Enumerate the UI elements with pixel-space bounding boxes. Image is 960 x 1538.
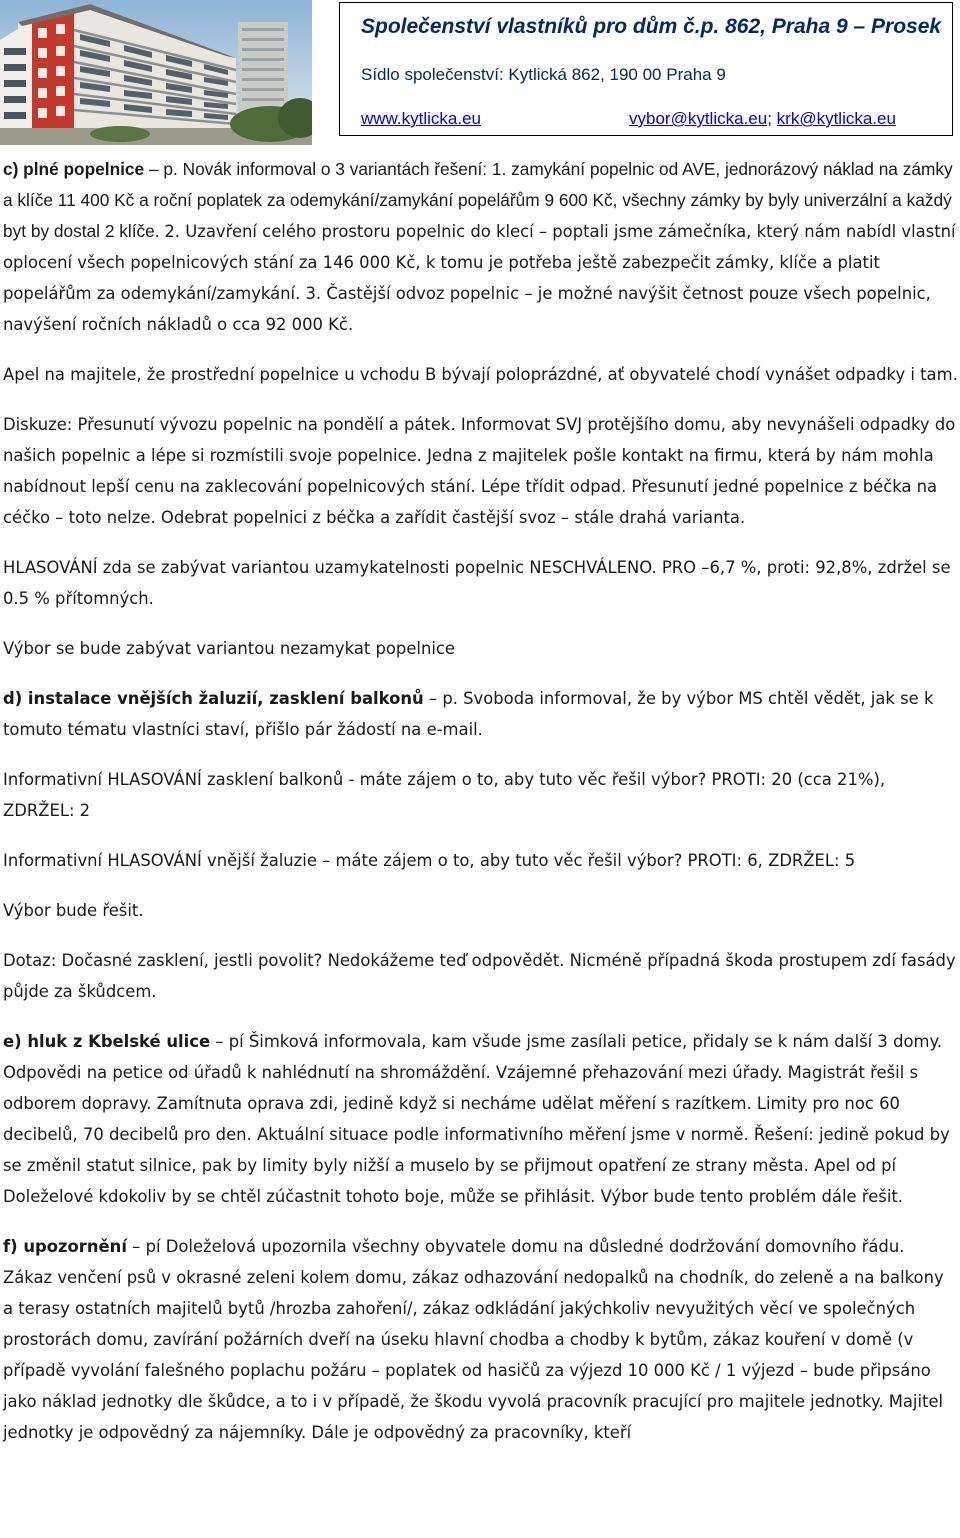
website-link[interactable]: www.kytlicka.eu [361,109,481,128]
email-group [629,109,896,129]
item-e-paragraph [3,1026,958,1212]
item-e-label: e) hluk z Kbelské ulice [3,1032,211,1051]
item-d-vote-balcony: Informativní HLASOVÁNÍ zasklení balkonů - máte zájem o to, aby tuto věc řešil výbor? PROTI: 20 (cca 21%), ZDRŽEL: 2 [3,770,886,820]
item-c-appeal: Apel na majitele, že prostřední popelnice u vchodu B bývají poloprázdné, ať obyvatelé chodí vynášet odpadky i tam. [3,365,958,384]
item-f-label: f) upozornění [3,1237,127,1256]
item-d-decision: Výbor bude řešit. [3,901,144,920]
item-c-discussion: Diskuze: Přesunutí vývozu popelnic na pondělí a pátek. Informovat SVJ protějšího domu, aby nevynášeli odpadky do našich popelnic a lépe si rozmístili svoje popelnice. Jedna z majitelek pošle kontakt na firmu, která by nám mohla nabídnout lepší cenu na zaklecování popelnicových stání. Lépe třídit odpad. Přesunutí jedné popelnice z béčka na céčko – toto nelze. Odebrat popelnici z béčka a zařídit častější svoz – stále drahá varianta. [3,415,956,527]
item-e-text: – pí Šimková informovala, kam všude jsme zasílali petice, přidaly se k nám další 3 domy. Odpovědi na petice od úřadů k nahlédnutí na shromáždění. Vzájemné přehazování mezi úřady. Magistrát řešil s odborem dopravy. Zamítnuta oprava zdi, jedině když si necháme udělat měření s razítkem. Limity pro noc 60 decibelů, 70 decibelů pro den. Aktuální situace podle informativního měření jsme v normě. Řešení: jedině pokud by se změnil statut silnice, pak by limity byly nižší a muselo by se přijmout opatření ze strany města. Apel od pí Doleželové kdokoliv by se chtěl zúčastnit tohoto boje, může se přihlásit. Výbor bude tento problém dále řešit. [3,1032,950,1206]
email-link-vybor[interactable]: vybor@kytlicka.eu [629,109,768,128]
item-d-question: Dotaz: Dočasné zasklení, jestli povolit? Nedokážeme teď odpovědět. Nicméně případná škoda prostupem zdí fasády půjde za škůdcem. [3,951,956,1001]
item-d-label: d) instalace vnějších žaluzií, zasklení balkonů [3,689,424,708]
association-name: Společenství vlastníků pro dům č.p. 862, Praha 9 – Prosek [361,15,942,38]
item-c-vote: HLASOVÁNÍ zda se zabývat variantou uzamykatelnosti popelnic NESCHVÁLENO. PRO –6,7 %, proti: 92,8%, zdržel se 0.5 % přítomných. [3,558,951,608]
item-d-text: – p. Svoboda informoval, že by výbor MS chtěl vědět, jak se k tomuto tématu vlastníci staví, přišlo pár žádostí na e-mail. [3,689,934,739]
item-c-text-2: 2. Uzavření celého prostoru popelnic do klecí – poptali jsme zámečníka, který nám nabídl vlastní oplocení všech popelnicových stání za 146 000 Kč, k tomu je potřeba ještě zabezpečit zámky, klíče a platit popelářům za odemykání/zamykání. 3. Častější odvoz popelnic – je možné navýšit četnost pouze všech popelnic, navýšení ročních nákladů o cca 92 000 Kč. [3,222,956,334]
email-separator: ; [767,109,777,128]
item-c-paragraph [3,154,958,340]
item-c-label: c) plné popelnice [3,159,145,179]
building-photo [0,0,312,145]
item-f-text: – pí Doleželová upozornila všechny obyvatele domu na důsledné dodržování domovního řádu. Zákaz venčení psů v okrasné zeleni kolem domu, zákaz odhazování nedopalků na chodník, do zeleně a na balkony a terasy ostatních majitelů bytů /hrozba zahoření/, zákaz odkládání jakýchkoliv nevyužitých věcí ve společných prostorách domu, zavírání požárních dveří na úseku hlavní chodba a chodby k bytům, zákaz kouření v domě (v případě vyvolání falešného poplachu požáru – poplatek od hasičů za výjezd 10 000 Kč / 1 výjezd – bude připsáno jako náklad jednotky dle škůdce, a to i v případě, že škodu vyvolá pracovník pracující pro majitele jednotky. Majitel jednotky je odpovědný za nájemníky. Dále je odpovědný za pracovníky, kteří [3,1237,944,1442]
item-c-decision: Výbor se bude zabývat variantou nezamykat popelnice [3,639,456,658]
item-c-text-1: – p. Novák informoval o 3 variantách řešení: 1. zamykání popelnic od AVE, jednorázový náklad na zámky a klíče 11 400 Kč a roční poplatek za odemykání/zamykání popelářům 9 600 Kč, všechny zámky by byly univerzální a každý byt by dostal 2 klíče. [3,159,953,241]
association-address: Sídlo společenství: Kytlická 862, 190 00 Praha 9 [361,65,726,84]
item-f-paragraph [3,1231,958,1448]
item-d-vote-blinds: Informativní HLASOVÁNÍ vnější žaluzie – máte zájem o to, aby tuto věc řešil výbor? PROTI: 6, ZDRŽEL: 5 [3,851,856,870]
minutes-body [3,154,958,1448]
item-d-paragraph [3,683,958,745]
email-link-krk[interactable]: krk@kytlicka.eu [776,109,896,128]
association-header [339,2,953,136]
